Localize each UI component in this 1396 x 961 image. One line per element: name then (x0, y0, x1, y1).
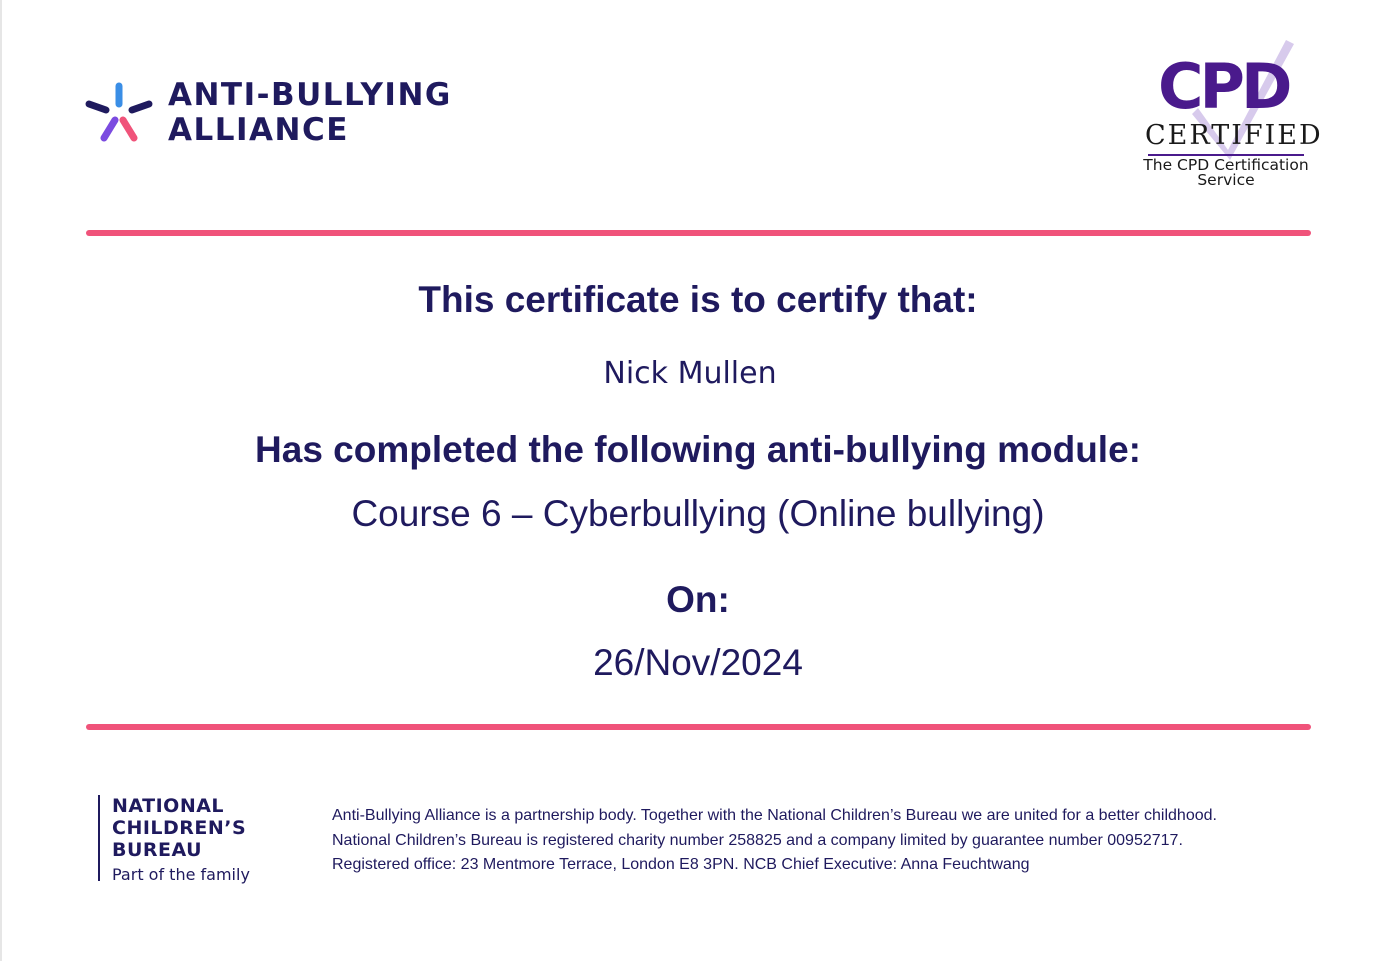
anti-bullying-alliance-logo (84, 78, 452, 148)
logo-line-2: ALLIANCE (168, 112, 349, 148)
footer-line: Registered office: 23 Mentmore Terrace, London E8 3PN. NCB Chief Executive: Anna Feuchtwang (332, 856, 1030, 873)
ncb-line-3: BUREAU (112, 839, 203, 861)
ncb-tagline: Part of the family (112, 865, 250, 884)
on-heading: On: (666, 579, 730, 620)
national-childrens-bureau-logo (98, 795, 250, 884)
certify-heading: This certificate is to certify that: (418, 279, 978, 320)
footer-line: Anti-Bullying Alliance is a partnership body. Together with the National Children’s Bureau we are united for a better childhood. (332, 807, 1217, 824)
top-divider (86, 230, 1311, 236)
footer-legal-text (332, 804, 1217, 878)
bottom-divider (86, 724, 1311, 730)
page-edge (0, 0, 2, 961)
cpd-service-line-2: Service (1197, 171, 1255, 189)
footer-line: National Children’s Bureau is registered charity number 258825 and a company limited by guarantee number 00952717. (332, 831, 1183, 849)
cpd-certified-logo (1136, 38, 1323, 198)
completion-date: 26/Nov/2024 (593, 642, 803, 683)
course-name: Course 6 – Cyberbullying (Online bullying) (351, 493, 1045, 534)
completed-heading: Has completed the following anti-bullying module: (255, 429, 1141, 470)
cpd-service-line-1: The CPD Certification (1143, 156, 1309, 174)
cpd-certified-label: CERTIFIED (1145, 120, 1323, 151)
logo-line-1: ANTI-BULLYING (168, 77, 452, 113)
cpd-service-label (1136, 158, 1316, 188)
ncb-line-2: CHILDREN’S (112, 817, 247, 839)
recipient-name: Nick Mullen (603, 356, 777, 391)
star-burst-icon (84, 80, 154, 146)
ncb-line-1: NATIONAL (112, 795, 225, 817)
cpd-wordmark: CPD (1158, 50, 1289, 123)
